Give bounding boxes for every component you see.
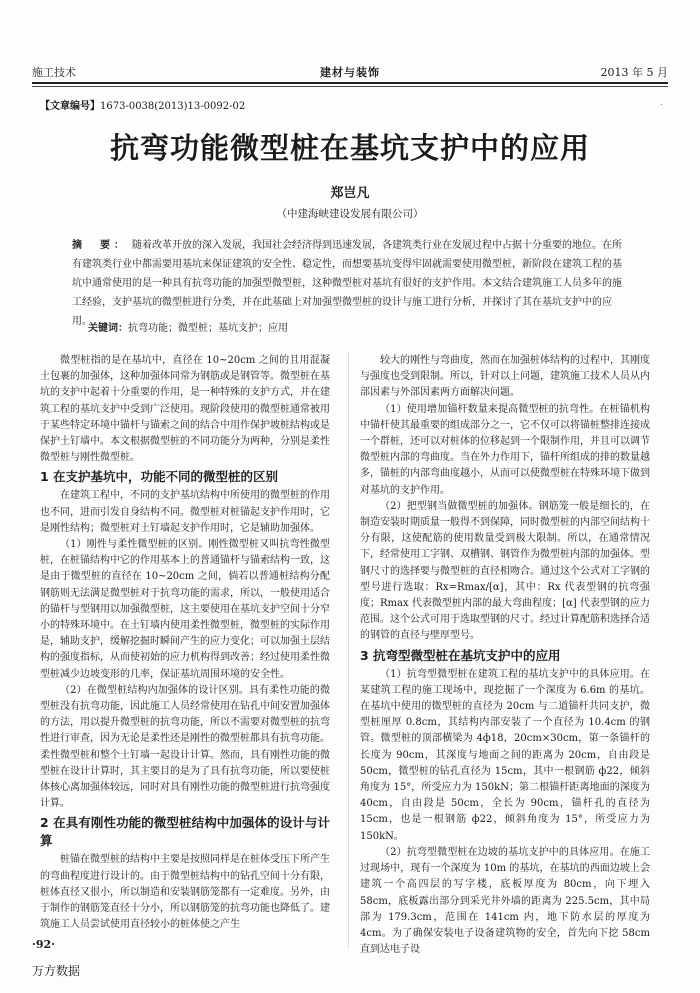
header-rule-thick — [32, 82, 668, 84]
header-journal-name: 建材与装饰 — [320, 66, 380, 79]
author-name: 郑岂凡 — [330, 186, 370, 201]
page-number: ·92· — [32, 938, 55, 951]
article-number-label: 【文章编号】 — [40, 101, 100, 112]
column-divider — [348, 353, 349, 948]
margin-mark: · — [660, 100, 664, 111]
header-date: 2013 年 5 月 — [600, 66, 668, 79]
abstract — [72, 236, 628, 331]
body-paragraph: 桩锚在微型桩的结构中主要是按照同样是在桩体受压下所产生的弯曲程度进行设计的。由于微型桩结构中的钻孔空间十分有限，桩体直径又很小，所以制造和安装钢筋笼都有一定难度。另外，由于制作的钢筋笼直径十分小，所以钢筋笼的抗弯功能也降低了。建筑施工人员尝试使用直径较小的桩体使之产生 — [40, 854, 330, 931]
body-paragraph: 较大的刚性与弯曲度，然而在加强桩体结构的过程中，其刚度与强度也受到限制。所以，针对以上问题，建筑施工技术人员从内部因素与外部因素两方面解决问题。 — [360, 355, 650, 399]
body-paragraph: （1）使用增加锚杆数量来提高微型桩的抗弯性。在桩锚机构中锚杆使其最重要的组成部分之一，它不仅可以将锚桩整排连接成一个群桩，还可以对桩体的位移起到一个限制作用，并且可以调节微型桩内部的弯曲度。当在外力作用下，锚杆所组成的排的数量越多，锚桩的内部弯曲度越小，从而可以使微型桩在特殊环境下做到对基坑的支护作用。 — [360, 403, 650, 496]
keywords-text: 抗弯功能；微型桩；基坑支护；应用 — [128, 323, 288, 334]
body-paragraph: 微型桩指的是在基坑中，直径在 10~20cm 之间的且用混凝土包裹的加强体，这种加强体同常为钢筋或是钢管等。微型桩在基坑的支护中起着十分重要的作用，是一种特殊的支护方式，并在建筑工程的基坑支护中受到广泛使用。现阶段使用的微型桩通常被用于某些特定环境中锚杆与锚索之间的结合中用作保护坡桩结构或是保护土钉墙中。本文根据微型桩的不同功能分为两种，分别是柔性微型桩与刚性微型桩。 — [40, 355, 330, 464]
body-paragraph: （1）抗弯型微型桩在建筑工程的基坑支护中的具体应用。在某建筑工程的施工现场中，现挖掘了一个深度为 6.6m 的基坑。在基坑中使用的微型桩的直径为 20cm 与二道锚杆共同支护，微型桩厘厚 0.8cm，其结构内部安装了一个直径为 10.4cm 的钢管。微型桩的顶部横梁为 4ф18，20cm×30cm，第一条锚杆的长度为 90cm，其深度与地面之间的距离为 20cm，自由段是 50cm，微型桩的钻孔直径为 15cm，其中一根钢筋 ф22，倾斜角度为 15°，所受应力为 150kN；第二根锚杆距离地面的深度为 40cm，自由段是 50cm，全长为 90cm，锚杆孔的直径为 15cm，也是一根钢筋 ф22，倾斜角度为 15°，所受应力为 150kN。 — [360, 668, 650, 842]
section-heading-2: 2 在具有刚性功能的微型桩结构中加强体的设计与计算 — [40, 815, 330, 849]
header-rule-thin — [32, 86, 668, 87]
body-paragraph: （2）抗弯型微型桩在边坡的基坑支护中的具体应用。在施工过现场中，现有一个深度为 10m 的基坑，在基坑的西面边坡上会建筑一个高四层的写字楼，底板厚度为 80cm，向下埋入 58cm，底板露出部分到采光井外墙的距离为 225.5cm，其中局部为 179.3cm，范围在 141cm 内，地下防水层的厚度为 4cm。为了确保安装电子设备建筑物的安全，首先向下挖 58cm 直到达电子设 — [360, 846, 650, 956]
right-column — [360, 353, 650, 958]
article-number-value: 1673-0038(2013)13-0092-02 — [100, 101, 246, 112]
article-number — [40, 97, 245, 112]
body-paragraph: （1）刚性与柔性微型桩的区别。刚性微型桩又叫抗弯性微型桩，在桩锚结构中它的作用基本上的普通锚杆与锚索结构一致，这是由于微型桩的直径在 10~20cm 之间，倘若以普通桩结构分配钢筋则无法满足微型桩对于抗弯功能的需求，所以，一般使用适合的锚杆与型钢用以加强微型桩，这主要使用在基坑支护空间十分窄小的特殊环境中。在土钉墙内使用柔性微型桩，微型桩的实际作用是，辅助支护，缓解挖掘时瞬间产生的应力变化；可以加强土层结构的强度指标，从而使初始的应力机构得到改善；经过使用柔性微型桩减少边坡变形的几率，保证基坑周围环境的安全性。 — [40, 539, 330, 680]
paper-title: 抗弯功能微型桩在基坑支护中的应用 — [109, 131, 590, 165]
left-column — [40, 353, 330, 934]
body-paragraph: （2）在微型桩结构内加强体的设计区别。具有柔性功能的微型桩没有抗弯功能，因此施工人员经常使用在钻孔中间安置加强体的方法，用以提升微型桩的抗弯功能，所以不需要对微型桩的抗弯性进行审查，因为无论是柔性还是刚性的微型桩都具有抗弯功能。柔性微型桩和整个土钉墙一起设计计算。然而，具有刚性功能的微型桩在设计计算时，其主要目的是为了具有抗弯功能，所以要使桩体核心离加强体较远，同时对具有刚性功能的微型桩进行抗弯强度计算。 — [40, 684, 330, 810]
body-paragraph: （2）把型钢当做微型桩的加强体。钢筋笼一般是细长的，在制造安装时期质量一般得不到保障，同时微型桩的内部空间结构十分有限，这使配筋的使用数量受到极大限制。所以，在通常情况下，经常使用工字钢、双槽钢、钢管作为微型桩内部的加强体。型钢尺寸的选择要与微型桩的直径相吻合。通过这个公式对工字钢的型号进行选取：Rx=Rmax/[α]，其中：Rx 代表型钢的抗弯强度；Rmax 代表微型桩内部的最大弯曲程度；[α] 代表型钢的应力范围。这个公式可用于选取型钢的尺寸。经过计算配筋积选择合适的钢管的直径与壁厚型号。 — [360, 500, 650, 642]
section-heading-1: 1 在支护基坑中，功能不同的微型桩的区别 — [40, 469, 279, 485]
keywords — [88, 319, 288, 334]
running-header — [32, 64, 668, 80]
keywords-label: 关键词： — [88, 323, 128, 334]
abstract-text: 随着改革开放的深入发展，我国社会经济得到迅速发展，各建筑类行业在发展过程中占据十分重要的地位。在所有建筑类行业中都需要用基坑来保证建筑的安全性、稳定性，而想要基坑变得牢固就需要使用微型桩，新阶段在建筑工程的基坑中通常使用的是一种具有抗弯功能的加强型微型桩，这种微型桩对基坑有很好的支护作用。本文结合建筑施工人员多年的施工经验，支护基坑的微型桩进行分类，并在此基础上对加强型微型桩的设计与施工进行分析，并探讨了其在基坑支护中的应用。 — [72, 240, 622, 327]
section-heading-3: 3 抗弯型微型桩在基坑支护中的应用 — [360, 647, 561, 663]
author-affiliation: （中建海峡建设发展有限公司） — [276, 208, 424, 220]
body-paragraph: 在建筑工程中，不同的支护基坑结构中所使用的微型桩的作用也不同，进而引发自身结构不同。微型桩对桩锚起支护作用时，它是刚性结构；微型桩对土钉墙起支护作用时，它是辅助加强体。 — [40, 490, 330, 534]
header-left: 施工技术 — [32, 66, 76, 79]
source-footer: 万方数据 — [32, 964, 81, 978]
abstract-label: 摘 要： — [72, 240, 128, 251]
